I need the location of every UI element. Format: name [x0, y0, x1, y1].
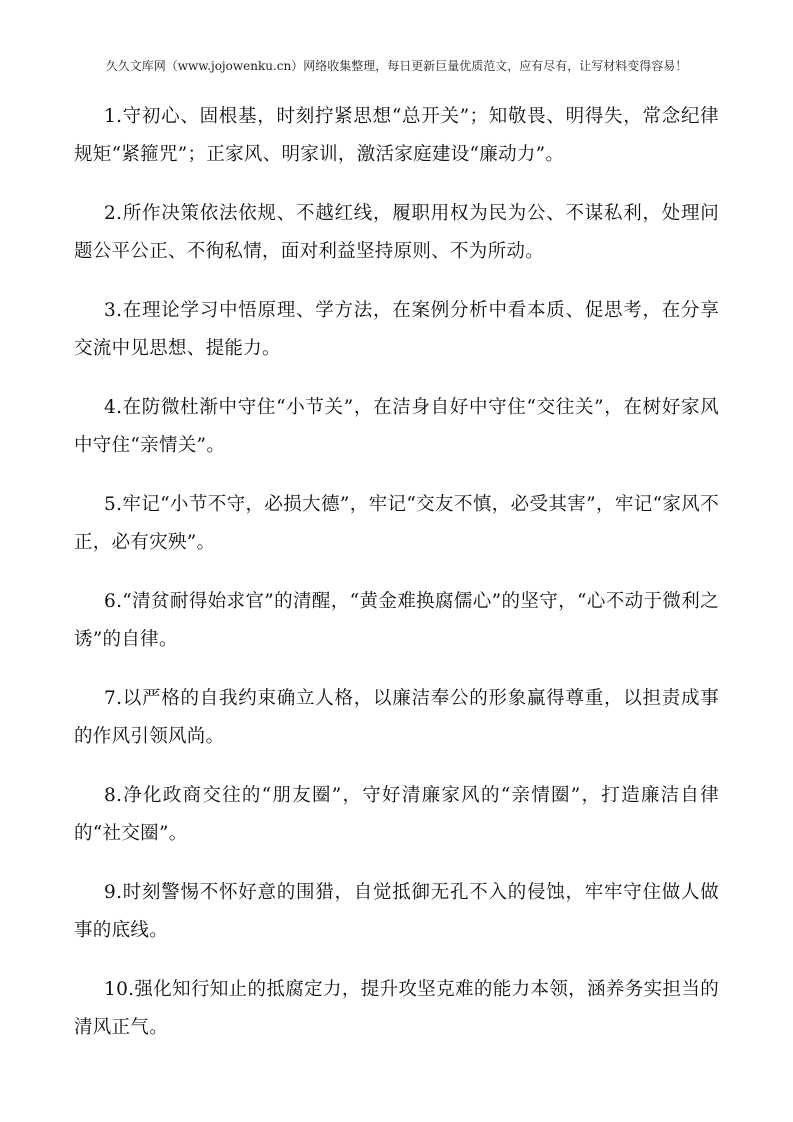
paragraph-9: 9.时刻警惕不怀好意的围猎，自觉抵御无孔不入的侵蚀，牢牢守住做人做事的底线。 — [74, 882, 719, 941]
paragraph-7: 7.以严格的自我约束确立人格，以廉洁奉公的形象赢得尊重，以担责成事的作风引领风尚。 — [74, 688, 719, 747]
paragraph-5: 5.牢记“小节不守，必损大德”，牢记“交友不慎，必受其害”，牢记“家风不正，必有灾殃”。 — [74, 494, 719, 553]
paragraph-8: 8.净化政商交往的“朋友圈”，守好清廉家风的“亲情圈”，打造廉洁自律的“社交圈”。 — [74, 785, 719, 844]
paragraph-6: 6.“清贫耐得始求官”的清醒，“黄金难换腐儒心”的坚守，“心不动于微利之诱”的自律。 — [74, 591, 719, 650]
page-header: 久久文库网（www.jojowenku.cn）网络收集整理，每日更新巨量优质范文，应有尽有，让写材料变得容易！ — [105, 59, 688, 73]
paragraph-2: 2.所作决策依法依规、不越红线，履职用权为民为公、不谋私利，处理问题公平公正、不徇私情，面对利益坚持原则、不为所动。 — [74, 203, 719, 262]
paragraph-10: 10.强化知行知止的抵腐定力，提升攻坚克难的能力本领，涵养务实担当的清风正气。 — [74, 979, 719, 1038]
paragraph-4: 4.在防微杜渐中守住“小节关”，在洁身自好中守住“交往关”，在树好家风中守住“亲情关”。 — [74, 397, 719, 456]
paragraph-3: 3.在理论学习中悟原理、学方法，在案例分析中看本质、促思考，在分享交流中见思想、提能力。 — [74, 300, 719, 359]
paragraph-1: 1.守初心、固根基，时刻拧紧思想“总开关”；知敬畏、明得失，常念纪律规矩“紧箍咒”；正家风、明家训，激活家庭建设“廉动力”。 — [74, 106, 719, 165]
document-body — [74, 98, 719, 1068]
